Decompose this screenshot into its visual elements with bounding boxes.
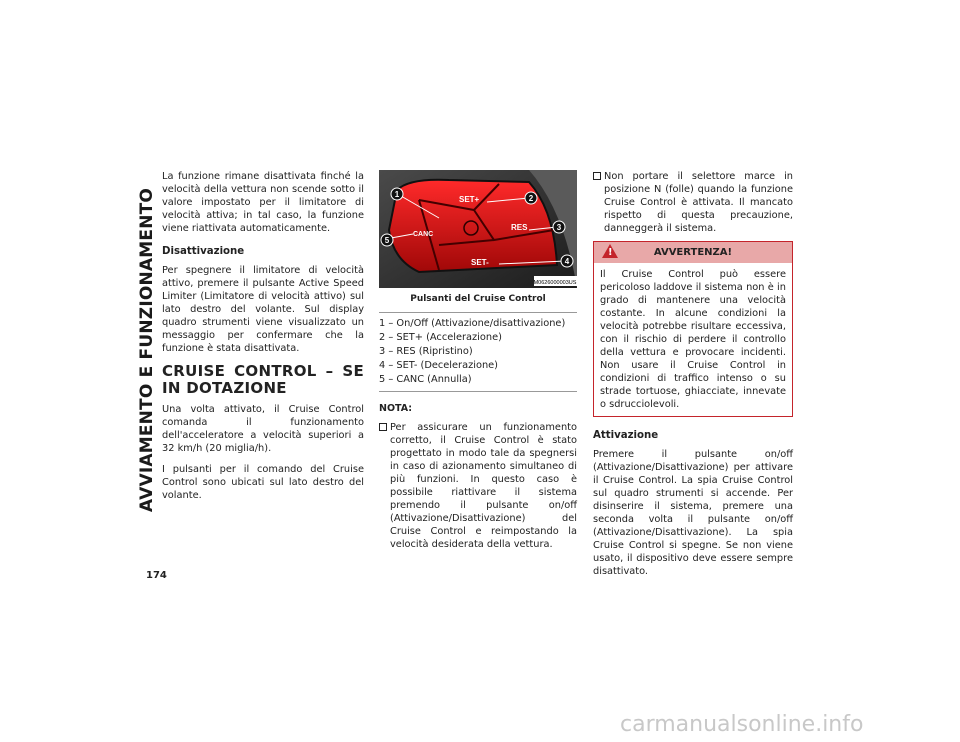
paragraph: La funzione rimane disattivata finché la velocità della vettura non scende sotto il valore impostato per il limitatore di velocità attiva; in tal caso, la funzione viene riattivata automaticamente. (162, 171, 364, 234)
section-title: AVVIAMENTO E FUNZIONAMENTO (137, 187, 157, 513)
heading-cruise-control: CRUISE CONTROL – SE IN DOTAZIONE (162, 362, 364, 397)
legend-item: 3 – RES (Ripristino) (379, 346, 473, 357)
legend-item: 2 – SET+ (Accelerazione) (379, 332, 502, 343)
note-bullet: Non portare il selettore marce in posizione N (folle) quando la funzione Cruise Control è attivata. Il mancato rispetto di questa precauzione, danneggerà il sistema. (593, 170, 793, 235)
note-heading: NOTA: (379, 403, 413, 414)
legend-item: 1 – On/Off (Attivazione/disattivazione) (379, 318, 566, 329)
paragraph: Una volta attivato, il Cruise Control comanda il funzionamento dell'acceleratore a velocità superiori a 32 km/h (20 miglia/h). (162, 404, 364, 454)
label-canc: CANC (413, 231, 434, 238)
column-3 (593, 170, 793, 586)
figure-legend (379, 312, 577, 392)
callout-1: 1 (394, 190, 400, 199)
cruise-control-figure (379, 170, 577, 288)
paragraph: Per spegnere il limitatore di velocità attivo, premere il pulsante Active Speed Limiter (Limitatore di velocità attivo) sul lato destro del volante. Sul display quadro strumenti viene visualizzato un messaggio per confermare che la funzione è stata disattivata. (162, 265, 364, 354)
warning-body: Il Cruise Control può essere pericoloso laddove il sistema non è in grado di mantenere una velocità costante. In alcune condizioni la velocità potrebbe risultare eccessiva, con il rischio di perdere il controllo della vettura e provocare incidenti. Non usare il Cruise Control in condizioni di traffico intenso o su strade tortuose, ghiacciate, innevate o sdrucciolevoli. (600, 269, 786, 410)
figure-code: M0626000003US (533, 280, 577, 286)
paragraph: Premere il pulsante on/off (Attivazione/Disattivazione) per attivare il Cruise Control. La spia Cruise Control sul quadro strumenti si accende. Per disinserire il sistema, premere una seconda volta il pulsante on/off (Attivazione/Disattivazione). La spia Cruise Control si spegne. Se non viene usato, il dispositivo deve essere sempre disattivato. (593, 449, 793, 577)
warning-title: AVVERTENZA! (653, 247, 733, 258)
heading-attivazione: Attivazione (593, 430, 659, 441)
paragraph: I pulsanti per il comando del Cruise Control sono ubicati sul lato destro del volante. (162, 464, 364, 501)
heading-disattivazione: Disattivazione (162, 246, 245, 257)
watermark: carmanualsonline.info (620, 712, 864, 737)
column-2 (379, 170, 577, 557)
legend-item: 5 – CANC (Annulla) (379, 374, 472, 385)
callout-3: 3 (556, 223, 562, 232)
callout-4: 4 (564, 257, 570, 266)
steering-buttons-illustration (379, 170, 577, 288)
label-set-plus: SET+ (459, 195, 480, 204)
callout-5: 5 (384, 236, 390, 245)
page-number: 174 (146, 570, 167, 581)
legend-item: 4 – SET- (Decelerazione) (379, 360, 499, 371)
figure-caption: Pulsanti del Cruise Control (410, 294, 546, 304)
note-bullet: Per assicurare un funzionamento corretto, il Cruise Control è stato progettato in modo tale da spegnersi in caso di azionamento simultaneo di più funzioni. In questo caso è possibile riattivare il sistema premendo il pulsante on/off (Attivazione/Disattivazione) del Cruise Control e reimpostando la velocità desiderata della vettura. (379, 421, 577, 551)
label-set-minus: SET- (471, 258, 489, 267)
warning-icon: ! (602, 244, 618, 258)
callout-2: 2 (528, 194, 534, 203)
section-side-tab (136, 150, 158, 550)
label-res: RES (511, 223, 528, 232)
column-1 (162, 170, 364, 510)
warning-box (593, 241, 793, 417)
warning-header (594, 242, 792, 263)
